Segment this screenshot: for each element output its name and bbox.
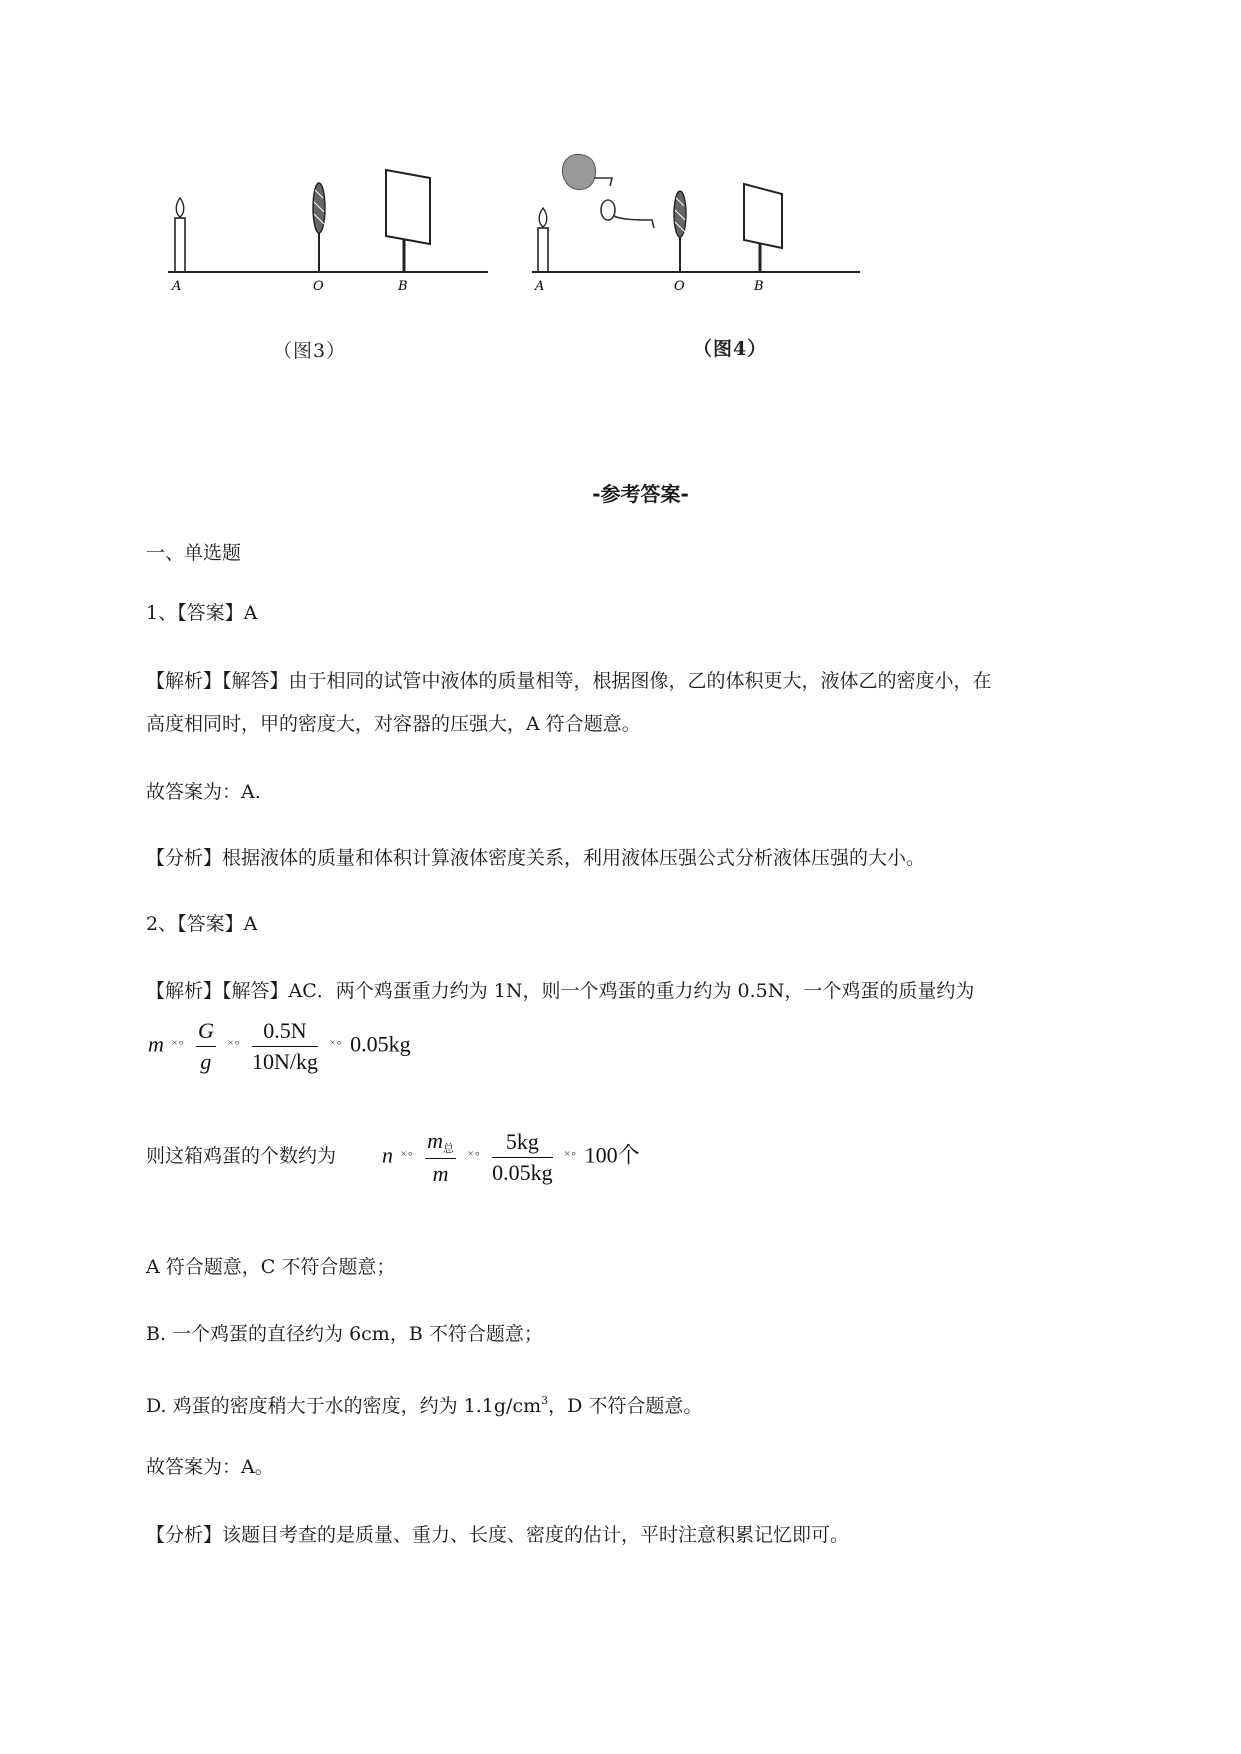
fraction-denominator: m (432, 1161, 449, 1186)
equals-glyph-icon: ×∘ (564, 1147, 578, 1160)
q2-line-a: A 符合题意，C 不符合题意； (146, 1256, 396, 1278)
point-label-o: O (313, 279, 324, 294)
fraction-numerator: G (196, 1018, 216, 1047)
equals-glyph-icon: ×∘ (227, 1036, 241, 1049)
candle-flame-icon (539, 208, 547, 227)
glasses-lens-icon (601, 200, 615, 220)
light-screen (744, 184, 782, 248)
figure-3 (168, 150, 498, 370)
q2-answer: 2、【答案】A (146, 913, 258, 935)
answer-section-title: -参考答案- (592, 482, 689, 506)
section-heading: 一、单选题 (146, 542, 242, 564)
count-prefix: 则这箱鸡蛋的个数约为 (146, 1145, 337, 1167)
figure-3-diagram (168, 150, 498, 330)
candle-flame-icon (176, 198, 184, 217)
fraction-numerator (425, 1128, 456, 1159)
equals-glyph-icon: ×∘ (329, 1036, 343, 1049)
q1-analysis-line-2: 高度相同时，甲的密度大，对容器的压强大，A 符合题意。 (146, 713, 641, 735)
fraction-denominator: g (200, 1049, 212, 1074)
formula-result: 0.05kg (350, 1031, 411, 1057)
point-label-o: O (674, 279, 685, 294)
q2-line-d (146, 1387, 702, 1420)
light-screen (386, 170, 430, 244)
fraction-numerator: 0.5N (252, 1018, 318, 1047)
mass-formula (148, 1018, 411, 1075)
figure-4-diagram (535, 150, 890, 330)
head-sketch-icon (562, 154, 595, 189)
line-d-superscript: 3 (541, 1394, 549, 1407)
numerator-subscript: 总 (442, 1142, 454, 1155)
line-d-text: D. 鸡蛋的密度稍大于水的密度，约为 1.1g/cm (146, 1395, 542, 1417)
point-label-b: B (398, 279, 408, 294)
q1-comment: 【分析】根据液体的质量和体积计算液体密度关系，利用液体压强公式分析液体压强的大小。 (146, 847, 926, 869)
equals-glyph-icon: ×∘ (171, 1036, 185, 1049)
convex-lens-icon (674, 191, 686, 237)
q2-analysis: 【解析】【解答】AC．两个鸡蛋重力约为 1N，则一个鸡蛋的重力约为 0.5N，一个鸡蛋的质量约为 (146, 980, 975, 1002)
fraction-denominator: 10N/kg (251, 1049, 318, 1074)
fraction-numerator: 5kg (492, 1129, 553, 1158)
formula-lhs: n (382, 1142, 393, 1168)
line-d-suffix: ，D 不符合题意。 (548, 1395, 703, 1417)
count-formula (382, 1128, 640, 1187)
point-label-b: B (754, 279, 764, 294)
fraction-g-over-g (196, 1018, 216, 1075)
q1-answer: 1、【答案】A (146, 602, 258, 624)
point-label-a: A (535, 279, 545, 294)
fraction-denominator: 0.05kg (492, 1160, 553, 1185)
fraction-5kg-over-005kg (492, 1129, 553, 1186)
fraction-total-mass-over-mass (425, 1128, 456, 1187)
candle-body (175, 218, 185, 272)
equals-glyph-icon: ×∘ (467, 1147, 481, 1160)
q2-line-b: B. 一个鸡蛋的直径约为 6cm，B 不符合题意； (146, 1323, 543, 1345)
figure-3-caption: （图3） (273, 340, 347, 362)
figure-4-caption: （图4） (693, 338, 768, 360)
figure-4 (535, 150, 890, 370)
equals-glyph-icon: ×∘ (400, 1147, 414, 1160)
point-label-a: A (172, 279, 182, 294)
q2-conclusion: 故答案为：A。 (146, 1456, 274, 1478)
candle-body (538, 228, 548, 272)
formula-result: 100个 (584, 1142, 640, 1168)
q2-comment: 【分析】该题目考查的是质量、重力、长度、密度的估计，平时注意积累记忆即可。 (146, 1524, 850, 1546)
q1-analysis-line-1: 【解析】【解答】由于相同的试管中液体的质量相等，根据图像，乙的体积更大，液体乙的密度小，在 (146, 670, 992, 692)
formula-lhs: m (148, 1031, 164, 1057)
fraction-weight-over-g (252, 1018, 318, 1075)
numerator-symbol: m (427, 1128, 443, 1153)
q1-conclusion: 故答案为：A. (146, 781, 261, 803)
